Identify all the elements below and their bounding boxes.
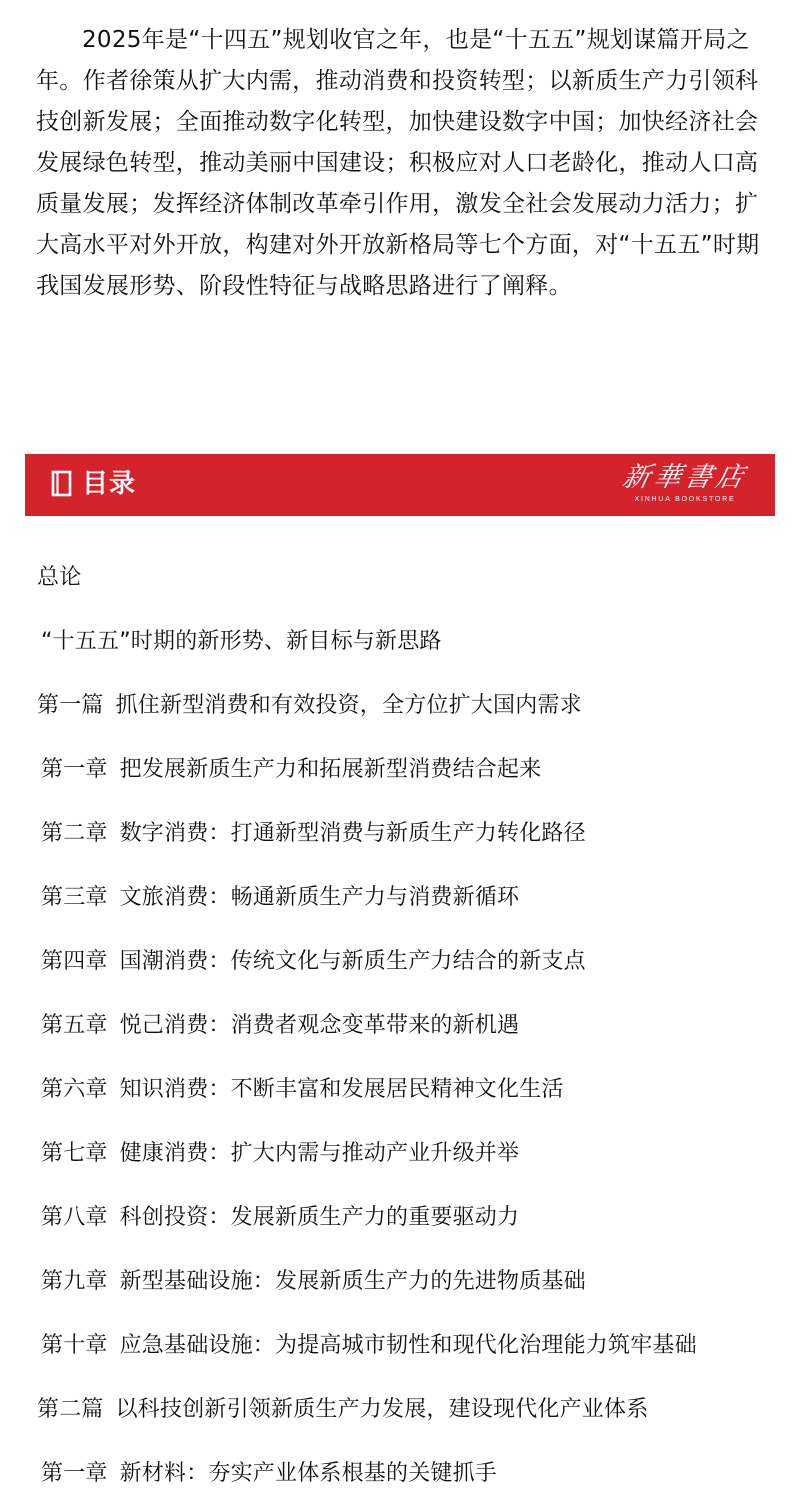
toc-item-title: 抓住新型消费和有效投资，全方位扩大国内需求	[115, 693, 582, 718]
toc-item-title: 科创投资：发展新质生产力的重要驱动力	[119, 1205, 520, 1230]
toc-item-title: 数字消费：打通新型消费与新质生产力转化路径	[119, 821, 586, 846]
xinhua-bookstore-logo	[619, 462, 751, 505]
toc-item-chapter[interactable]	[41, 883, 519, 913]
toc-item-part-2[interactable]	[37, 1395, 648, 1425]
toc-item-number: 第二篇	[37, 1397, 104, 1422]
toc-item-chapter[interactable]	[41, 1011, 519, 1041]
toc-item-number: 第七章	[41, 1141, 108, 1166]
toc-item-title: 国潮消费：传统文化与新质生产力结合的新支点	[119, 949, 586, 974]
toc-item-number: 第一章	[41, 1461, 108, 1486]
banner-heading	[51, 469, 136, 499]
toc-item-number: 第八章	[41, 1205, 108, 1230]
toc-item-chapter[interactable]	[41, 1203, 519, 1233]
toc-item-chapter[interactable]	[41, 1139, 519, 1169]
toc-item-chapter[interactable]	[41, 947, 586, 977]
toc-item-number: 第三章	[41, 885, 108, 910]
toc-item-chapter[interactable]	[41, 755, 541, 785]
toc-item-title: 健康消费：扩大内需与推动产业升级并举	[119, 1141, 520, 1166]
toc-item-summary[interactable]	[37, 563, 81, 593]
toc-item-number: 第四章	[41, 949, 108, 974]
toc-item-title: 悦己消费：消费者观念变革带来的新机遇	[119, 1013, 520, 1038]
toc-item-number: 第一章	[41, 757, 108, 782]
toc-item-title: 应急基础设施：为提高城市韧性和现代化治理能力筑牢基础	[119, 1333, 697, 1358]
toc-item-chapter[interactable]	[41, 819, 586, 849]
toc-banner	[25, 454, 775, 516]
toc-item-number: 第九章	[41, 1269, 108, 1294]
book-icon	[51, 470, 73, 498]
brand-name-zh: 新華書店	[619, 462, 751, 493]
toc-item-number: 第六章	[41, 1077, 108, 1102]
toc-item-number: 第一篇	[37, 693, 104, 718]
toc-item-title: “十五五”时期的新形势、新目标与新思路	[41, 629, 442, 654]
toc-item-chapter[interactable]	[41, 1331, 697, 1361]
toc-title: 目录	[82, 469, 137, 499]
toc-item-number: 第十章	[41, 1333, 108, 1358]
toc-item-chapter[interactable]	[41, 1459, 497, 1489]
toc-item-summary-section[interactable]	[41, 627, 442, 657]
toc-item-number: 第五章	[41, 1013, 108, 1038]
toc-item-title: 文旅消费：畅通新质生产力与消费新循环	[119, 885, 520, 910]
toc-item-title: 新材料：夯实产业体系根基的关键抓手	[119, 1461, 498, 1486]
toc-item-chapter[interactable]	[41, 1267, 586, 1297]
toc-item-number: 第二章	[41, 821, 108, 846]
toc-item-title: 新型基础设施：发展新质生产力的先进物质基础	[119, 1269, 586, 1294]
brand-name-en: XINHUA BOOKSTORE	[634, 496, 736, 503]
intro-paragraph: 2025年是“十四五”规划收官之年，也是“十五五”规划谋篇开局之年。作者徐策从扩大内需，推动消费和投资转型；以新质生产力引领科技创新发展；全面推动数字化转型，加快建设数字中国；加快经济社会发展绿色转型，推动美丽中国建设；积极应对人口老龄化，推动人口高质量发展；发挥经济体制改革牵引作用，激发全社会发展动力活力；扩大高水平对外开放，构建对外开放新格局等七个方面，对“十五五”时期我国发展形势、阶段性特征与战略思路进行了阐释。	[36, 27, 760, 299]
toc-item-chapter[interactable]	[41, 1075, 564, 1105]
toc-item-part-1[interactable]	[37, 691, 582, 721]
toc-item-title: 知识消费：不断丰富和发展居民精神文化生活	[119, 1077, 564, 1102]
toc-item-title: 把发展新质生产力和拓展新型消费结合起来	[119, 757, 542, 782]
toc-item-title: 总论	[37, 565, 82, 590]
toc-item-title: 以科技创新引领新质生产力发展，建设现代化产业体系	[115, 1397, 649, 1422]
